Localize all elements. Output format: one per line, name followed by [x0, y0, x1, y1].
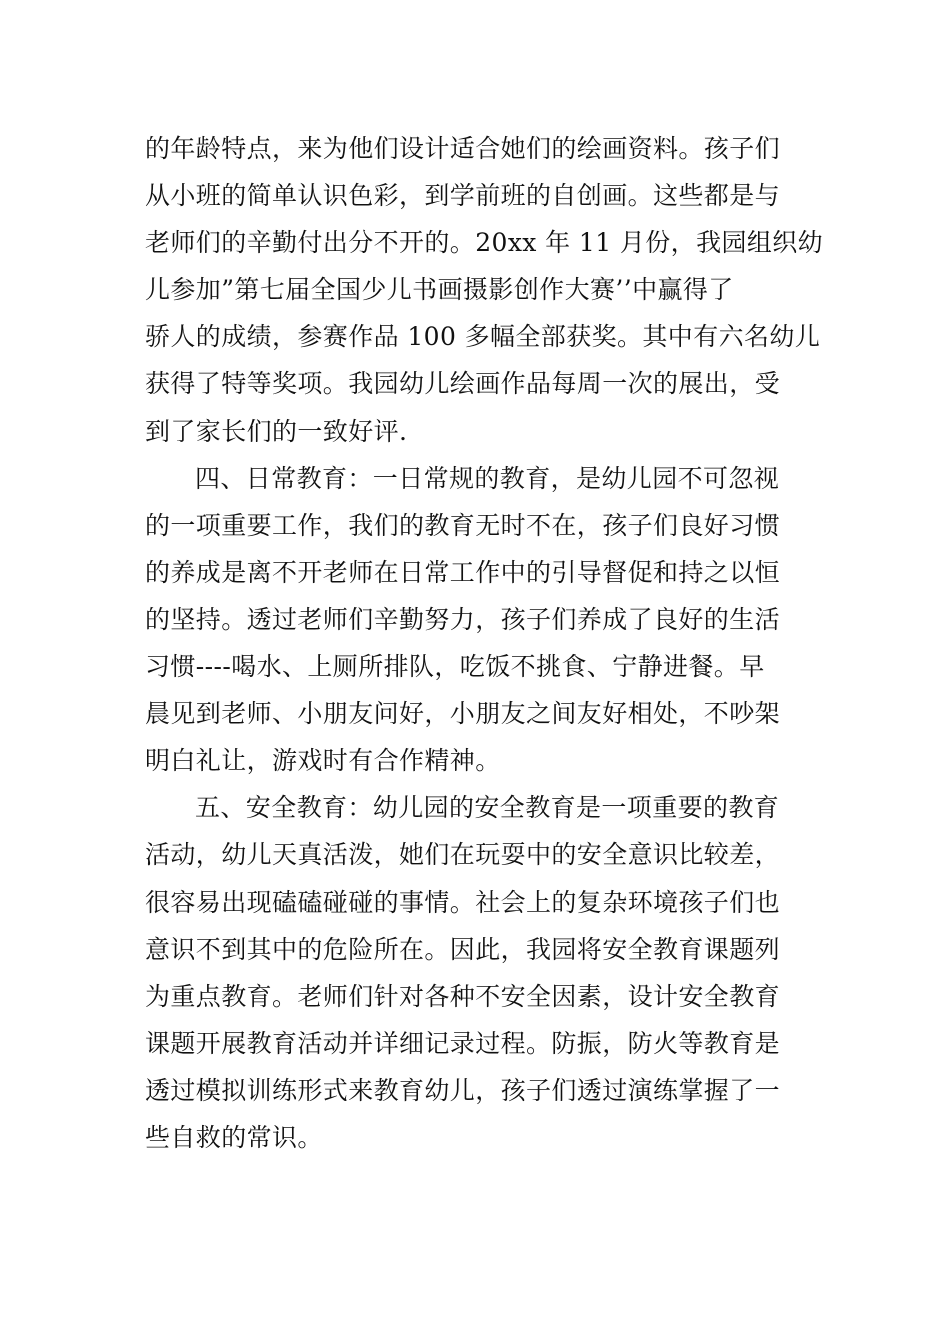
- text-line: 五、安全教育：幼儿园的安全教育是一项重要的教育: [195, 793, 780, 823]
- text-line: 骄人的成绩，参赛作品 100 多幅全部获奖。其中有六名幼儿: [145, 322, 821, 352]
- text-line: 从小班的简单认识色彩，到学前班的自创画。这些都是与: [145, 181, 781, 211]
- text-line: 晨见到老师、小朋友问好，小朋友之间友好相处，不吵架: [145, 699, 781, 729]
- paragraph-art-education: [145, 125, 824, 455]
- text-line: 的养成是离不开老师在日常工作中的引导督促和持之以恒: [145, 557, 781, 587]
- text-line: 些自救的常识。: [145, 1122, 323, 1152]
- text-line: 透过模拟训练形式来教育幼儿，孩子们透过演练掌握了一: [145, 1075, 781, 1105]
- text-line: 老师们的辛勤付出分不开的。20xx 年 11 月份，我园组织幼: [145, 228, 824, 258]
- paragraph-safety-education: [145, 784, 810, 1161]
- text-line: 的年龄特点，来为他们设计适合她们的绘画资料。孩子们: [145, 134, 781, 163]
- text-line: 习惯----喝水、上厕所排队，吃饭不挑食、宁静进餐。早: [145, 652, 765, 682]
- text-line: 获得了特等奖项。我园幼儿绘画作品每周一次的展出，受: [145, 369, 781, 399]
- text-line: 到了家长们的一致好评.: [145, 416, 408, 446]
- text-line: 的坚持。透过老师们辛勤努力，孩子们养成了良好的生活: [145, 604, 781, 634]
- text-line: 为重点教育。老师们针对各种不安全因素，设计安全教育: [145, 981, 781, 1011]
- text-line: 很容易出现磕磕碰碰的事情。社会上的复杂环境孩子们也: [145, 887, 781, 917]
- text-line: 活动，幼儿天真活泼，她们在玩耍中的安全意识比较差，: [145, 840, 781, 870]
- paragraph-daily-education: [145, 455, 810, 785]
- text-line: 意识不到其中的危险所在。因此，我园将安全教育课题列: [145, 934, 781, 964]
- text-line: 明白礼让，游戏时有合作精神。: [145, 746, 501, 776]
- text-line: 四、日常教育：一日常规的教育，是幼儿园不可忽视: [195, 463, 780, 493]
- text-line: 儿参加”第七届全国少儿书画摄影创作大赛’’中赢得了: [145, 275, 734, 305]
- text-line: 课题开展教育活动并详细记录过程。防振，防火等教育是: [145, 1028, 781, 1058]
- text-line: 的一项重要工作，我们的教育无时不在，孩子们良好习惯: [145, 510, 781, 540]
- body-text: [145, 125, 824, 1161]
